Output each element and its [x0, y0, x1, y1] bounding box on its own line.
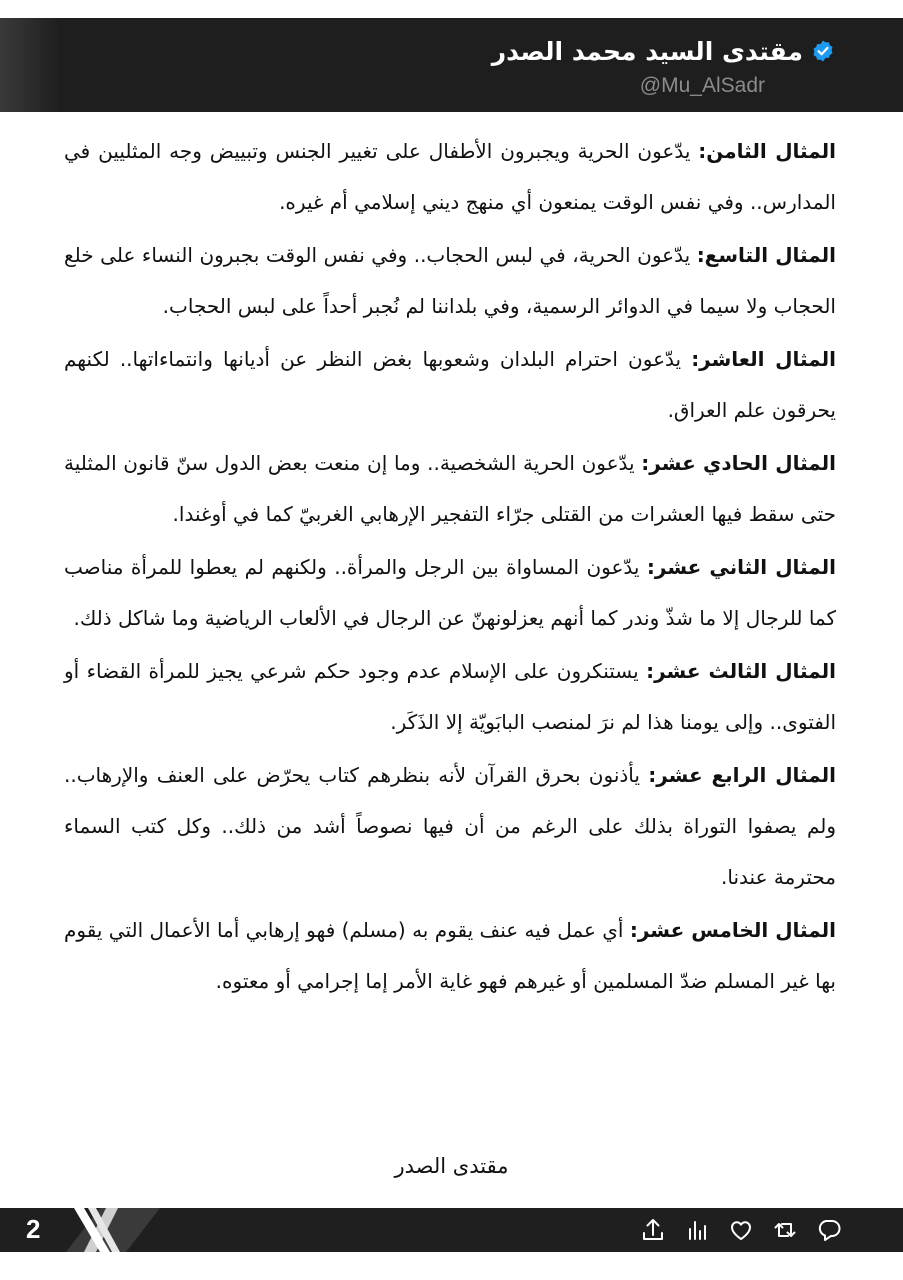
share-icon[interactable]	[639, 1216, 667, 1244]
paragraph-12	[64, 542, 836, 644]
retweet-icon[interactable]	[771, 1216, 799, 1244]
name-row	[492, 34, 835, 68]
x-logo-icon	[66, 1208, 160, 1252]
profile-header	[0, 18, 903, 112]
paragraph-text: يدّعون الحرية الشخصية.. وما إن منعت بعض الدول سنّ قانون المثلية حتى سقط فيها العشرات من القتلى جرّاء التفجير الإرهابي الغربيّ كما في أوغندا.	[64, 451, 836, 526]
signature: مقتدى الصدر	[394, 1154, 509, 1178]
verified-badge-icon	[811, 39, 835, 63]
paragraph-label: المثال الثالث عشر:	[646, 659, 836, 683]
paragraph-text: يستنكرون على الإسلام عدم وجود حكم شرعي يجيز للمرأة القضاء أو الفتوى.. وإلى يومنا هذا لم نرَ لمنصب البابَويّة إلا الذَكَر.	[64, 659, 836, 734]
views-icon[interactable]	[683, 1216, 711, 1244]
paragraph-label: المثال العاشر:	[691, 347, 836, 371]
paragraph-13	[64, 646, 836, 748]
post-body	[64, 126, 836, 1007]
paragraph-14	[64, 750, 836, 903]
page-number: 2	[26, 1214, 41, 1244]
paragraph-label: المثال الثامن:	[698, 139, 836, 163]
paragraph-text: يدّعون احترام البلدان وشعوبها بغض النظر عن أديانها وانتماءاتها.. لكنهم يحرقون علم العراق.	[64, 347, 836, 422]
footer-bar	[0, 1208, 903, 1252]
paragraph-label: المثال التاسع:	[696, 243, 836, 267]
paragraph-text: يدّعون المساواة بين الرجل والمرأة.. ولكنهم لم يعطوا للمرأة مناصب كما للرجال إلا ما شذّ وندر كما أنهم يعزلونهنّ عن الرجال في الألعاب الرياضية وما شاكل ذلك.	[64, 555, 836, 630]
paragraph-label: المثال الخامس عشر:	[629, 918, 836, 942]
paragraph-label: المثال الرابع عشر:	[648, 763, 836, 787]
paragraph-text: أي عمل فيه عنف يقوم به (مسلم) فهو إرهابي أما الأعمال التي يقوم بها غير المسلم ضدّ المسلمين أو غيرهم فهو غاية الأمر إما إجرامي أو معتوه.	[64, 918, 836, 993]
paragraph-label: المثال الثاني عشر:	[646, 555, 836, 579]
reply-icon[interactable]	[815, 1216, 843, 1244]
paragraph-9	[64, 230, 836, 332]
paragraph-8	[64, 126, 836, 228]
paragraph-11	[64, 438, 836, 540]
user-handle[interactable]: @Mu_AlSadr	[639, 74, 765, 97]
paragraph-15	[64, 905, 836, 1007]
paragraph-label: المثال الحادي عشر:	[641, 451, 837, 475]
post-actions	[639, 1216, 843, 1244]
paragraph-text: يدّعون الحرية، في لبس الحجاب.. وفي نفس الوقت بجبرون النساء على خلع الحجاب ولا سيما في الدوائر الرسمية، وفي بلداننا لم نُجبر أحداً على لبس الحجاب.	[64, 243, 836, 318]
paragraph-text: يأذنون بحرق القرآن لأنه بنظرهم كتاب يحرّض على العنف والإرهاب.. ولم يصفوا التوراة بذلك على الرغم من أن فيها نصوصاً أشد من ذلك.. وكل كتب السماء محترمة عندنا.	[64, 763, 836, 889]
display-name[interactable]: مقتدى السيد محمد الصدر	[491, 36, 803, 66]
like-icon[interactable]	[727, 1216, 755, 1244]
paragraph-text: يدّعون الحرية ويجبرون الأطفال على تغيير الجنس وتبييض وجه المثليين في المدارس.. وفي نفس الوقت يمنعون أي منهج ديني إسلامي أم غيره.	[64, 139, 836, 214]
paragraph-10	[64, 334, 836, 436]
